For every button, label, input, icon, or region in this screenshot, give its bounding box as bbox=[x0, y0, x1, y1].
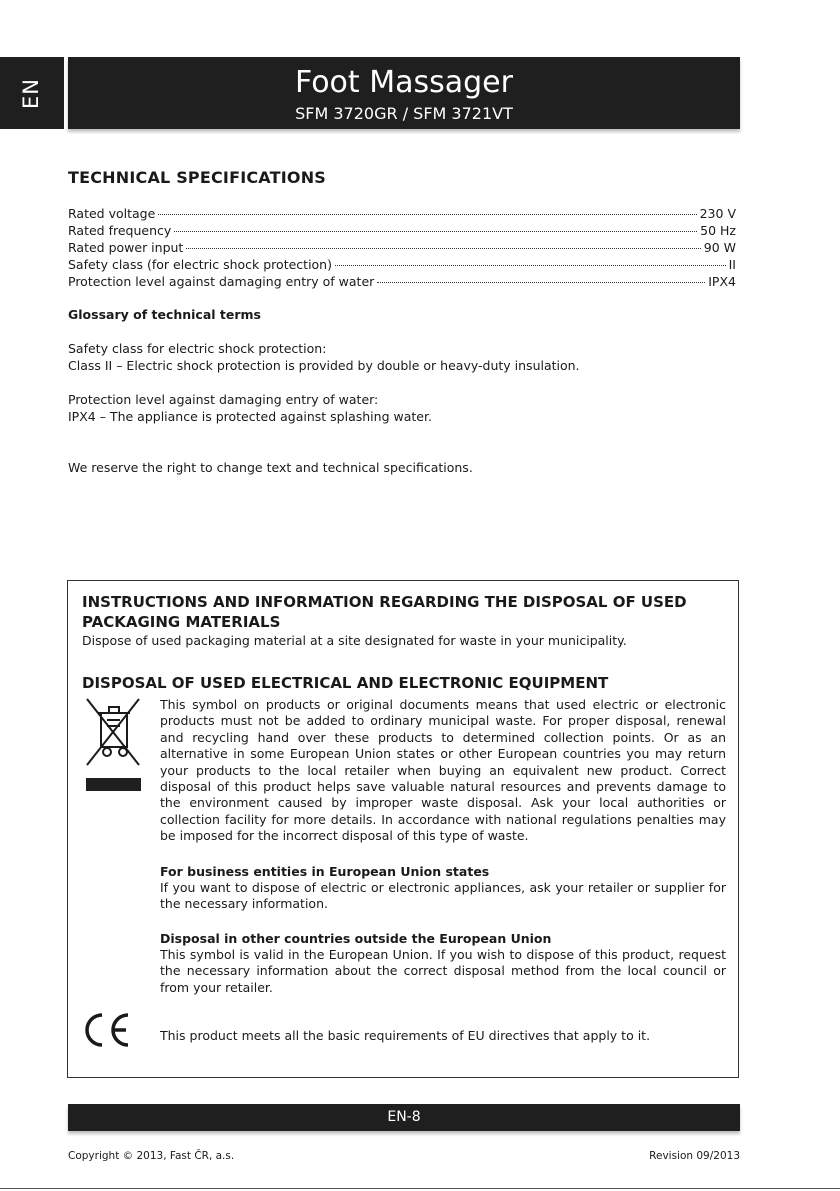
page-number-bar bbox=[68, 1104, 740, 1131]
leader-dots bbox=[186, 248, 700, 249]
language-label: EN bbox=[19, 78, 43, 109]
bin-underline-bar bbox=[86, 778, 141, 791]
model-numbers: SFM 3720GR / SFM 3721VT bbox=[295, 104, 513, 123]
page-number: EN-8 bbox=[387, 1109, 421, 1125]
copyright: Copyright © 2013, Fast ČR, a.s. bbox=[68, 1150, 235, 1162]
equipment-heading: DISPOSAL OF USED ELECTRICAL AND ELECTRONIC EQUIPMENT bbox=[82, 674, 609, 692]
water-protection-title: Protection level against damaging entry of water: bbox=[68, 392, 379, 407]
spec-row bbox=[68, 239, 736, 256]
spec-row bbox=[68, 273, 736, 290]
spec-value: 90 W bbox=[703, 240, 736, 255]
packaging-heading-line2: PACKAGING MATERIALS bbox=[82, 613, 281, 631]
spec-row bbox=[68, 256, 736, 273]
crossed-out-wheelie-bin-icon bbox=[82, 693, 144, 773]
equipment-text: This symbol on products or original documents means that used electric or electronic products must not be added to ordinary municipal waste. For proper disposal, renewal and recycling hand over these products to determined collection points. Or as an alternative in some European Union states or other European countries you may return your products to the local retailer when buying an equivalent new product. Correct disposal of this product helps save valuable natural resources and prevents damage to the environment caused by improper waste disposal. Ask your local authorities or collection facility for more details. In accordance with national regulations penalties may be imposed for the incorrect disposal of this type of waste. bbox=[160, 697, 726, 844]
bottom-rule bbox=[0, 1188, 840, 1189]
spec-label: Safety class (for electric shock protection) bbox=[68, 257, 332, 272]
leader-dots bbox=[335, 265, 726, 266]
specs-heading: TECHNICAL SPECIFICATIONS bbox=[68, 168, 327, 187]
ce-text: This product meets all the basic requirements of EU directives that apply to it. bbox=[160, 1028, 651, 1043]
leader-dots bbox=[174, 231, 697, 232]
packaging-heading-line1: INSTRUCTIONS AND INFORMATION REGARDING THE DISPOSAL OF USED bbox=[82, 593, 687, 611]
business-heading: For business entities in European Union states bbox=[160, 864, 490, 879]
other-countries-text: This symbol is valid in the European Union. If you wish to dispose of this product, request the necessary information about the correct disposal method from the local council or from your retailer. bbox=[160, 947, 726, 995]
glossary-heading: Glossary of technical terms bbox=[68, 307, 261, 322]
spec-label: Rated voltage bbox=[68, 206, 156, 221]
spec-label: Rated frequency bbox=[68, 223, 172, 238]
water-protection-text: IPX4 – The appliance is protected against splashing water. bbox=[68, 409, 432, 424]
disposal-box bbox=[67, 580, 739, 1078]
spec-row bbox=[68, 205, 736, 222]
safety-class-text: Class II – Electric shock protection is provided by double or heavy-duty insulation. bbox=[68, 358, 580, 373]
reserve-note: We reserve the right to change text and technical specifications. bbox=[68, 460, 473, 475]
spec-row bbox=[68, 222, 736, 239]
packaging-text: Dispose of used packaging material at a site designated for waste in your municipality. bbox=[82, 633, 627, 648]
business-text: If you want to dispose of electric or electronic appliances, ask your retailer or supplier for the necessary information. bbox=[160, 880, 726, 912]
spec-label: Protection level against damaging entry of water bbox=[68, 274, 375, 289]
spec-value: 50 Hz bbox=[700, 223, 736, 238]
spec-value: IPX4 bbox=[708, 274, 736, 289]
leader-dots bbox=[377, 282, 705, 283]
leader-dots bbox=[158, 214, 696, 215]
other-countries-heading: Disposal in other countries outside the European Union bbox=[160, 931, 552, 946]
title-bar bbox=[68, 57, 740, 129]
language-tab bbox=[0, 57, 64, 129]
ce-mark-icon bbox=[80, 1011, 132, 1049]
page-title: Foot Massager bbox=[295, 65, 513, 100]
spec-list bbox=[68, 205, 736, 290]
spec-value: II bbox=[728, 257, 736, 272]
spec-value: 230 V bbox=[699, 206, 736, 221]
safety-class-title: Safety class for electric shock protection: bbox=[68, 341, 327, 356]
spec-label: Rated power input bbox=[68, 240, 184, 255]
revision: Revision 09/2013 bbox=[649, 1150, 740, 1162]
